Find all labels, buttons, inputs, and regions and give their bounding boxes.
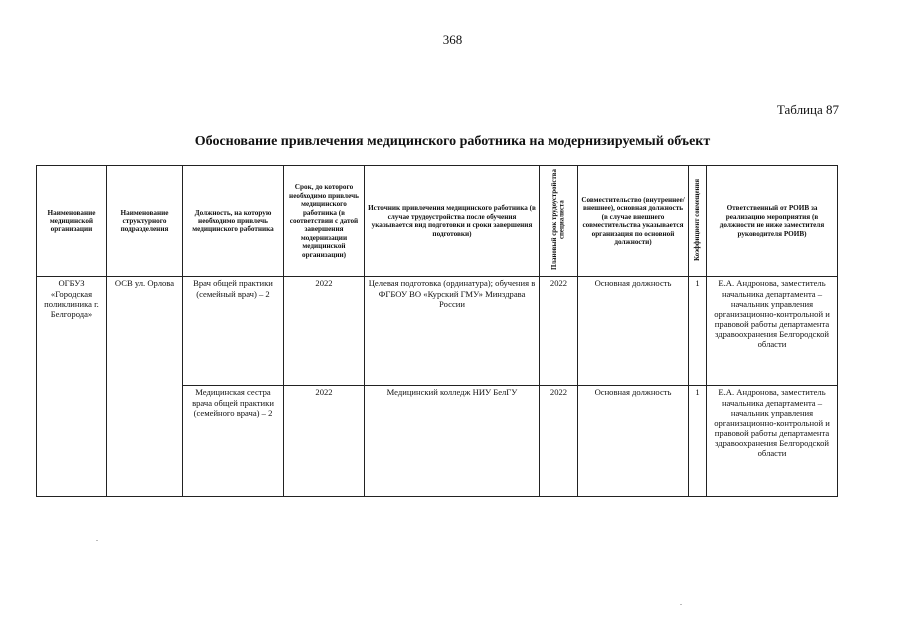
header-planned: [540, 166, 578, 277]
page-number: 368: [442, 32, 463, 47]
cell-org: ОГБУЗ «Городская поликлиника г. Белгорода»: [37, 277, 107, 497]
cell-unit: ОСВ ул. Орлова: [107, 277, 183, 497]
header-coefficient-text: Коэффициент совмещения: [693, 179, 701, 261]
cell-responsible: Е.А. Андронова, заместитель начальника департамента – начальник управления организационно-контрольной и правовой работы департамента здравоохранения Белгородской области: [707, 277, 838, 386]
cell-source: Медицинский колледж НИУ БелГУ: [365, 386, 540, 497]
header-deadline: Срок, до которого необходимо привлечь медицинского работника (в соответствии с датой завершения модернизации медицинской организации): [284, 166, 365, 277]
scan-speck: [96, 540, 98, 541]
table-label: Таблица 87: [776, 102, 839, 117]
table-row: [37, 277, 838, 386]
header-planned-text: Плановый срок трудоустройства специалиста: [551, 169, 566, 271]
cell-combination: Основная должность: [578, 277, 689, 386]
cell-coefficient: 1: [689, 386, 707, 497]
header-org: Наименование медицинской организации: [37, 166, 107, 277]
cell-position: Медицинская сестра врача общей практики (семейного врача) – 2: [183, 386, 284, 497]
header-coefficient: [689, 166, 707, 277]
header-responsible: Ответственный от РОИВ за реализацию мероприятия (в должности не ниже заместителя руководителя РОИВ): [707, 166, 838, 277]
header-unit: Наименование структурного подразделения: [107, 166, 183, 277]
table-header-row: [37, 166, 838, 277]
cell-deadline: 2022: [284, 386, 365, 497]
header-position: Должность, на которую необходимо привлечь медицинского работника: [183, 166, 284, 277]
header-combination: Совместительство (внутреннее/ внешнее), основная должность (в случае внешнего совместительства указывается организация по основной должности): [578, 166, 689, 277]
scan-speck: [680, 604, 682, 605]
cell-deadline: 2022: [284, 277, 365, 386]
cell-planned: 2022: [540, 277, 578, 386]
cell-planned: 2022: [540, 386, 578, 497]
cell-source: Целевая подготовка (ординатура); обучения в ФГБОУ ВО «Курский ГМУ» Минздрава России: [365, 277, 540, 386]
header-source: Источник привлечения медицинского работника (в случае трудоустройства после обучения указывается вид подготовки и сроки завершения подготовки): [365, 166, 540, 277]
cell-coefficient: 1: [689, 277, 707, 386]
cell-combination: Основная должность: [578, 386, 689, 497]
document-title: Обоснование привлечения медицинского работника на модернизируемый объект: [194, 134, 711, 149]
cell-responsible: Е.А. Андронова, заместитель начальника департамента – начальник управления организационно-контрольной и правовой работы департамента здравоохранения Белгородской области: [707, 386, 838, 497]
justification-table: [36, 165, 838, 497]
cell-position: Врач общей практики (семейный врач) – 2: [183, 277, 284, 386]
